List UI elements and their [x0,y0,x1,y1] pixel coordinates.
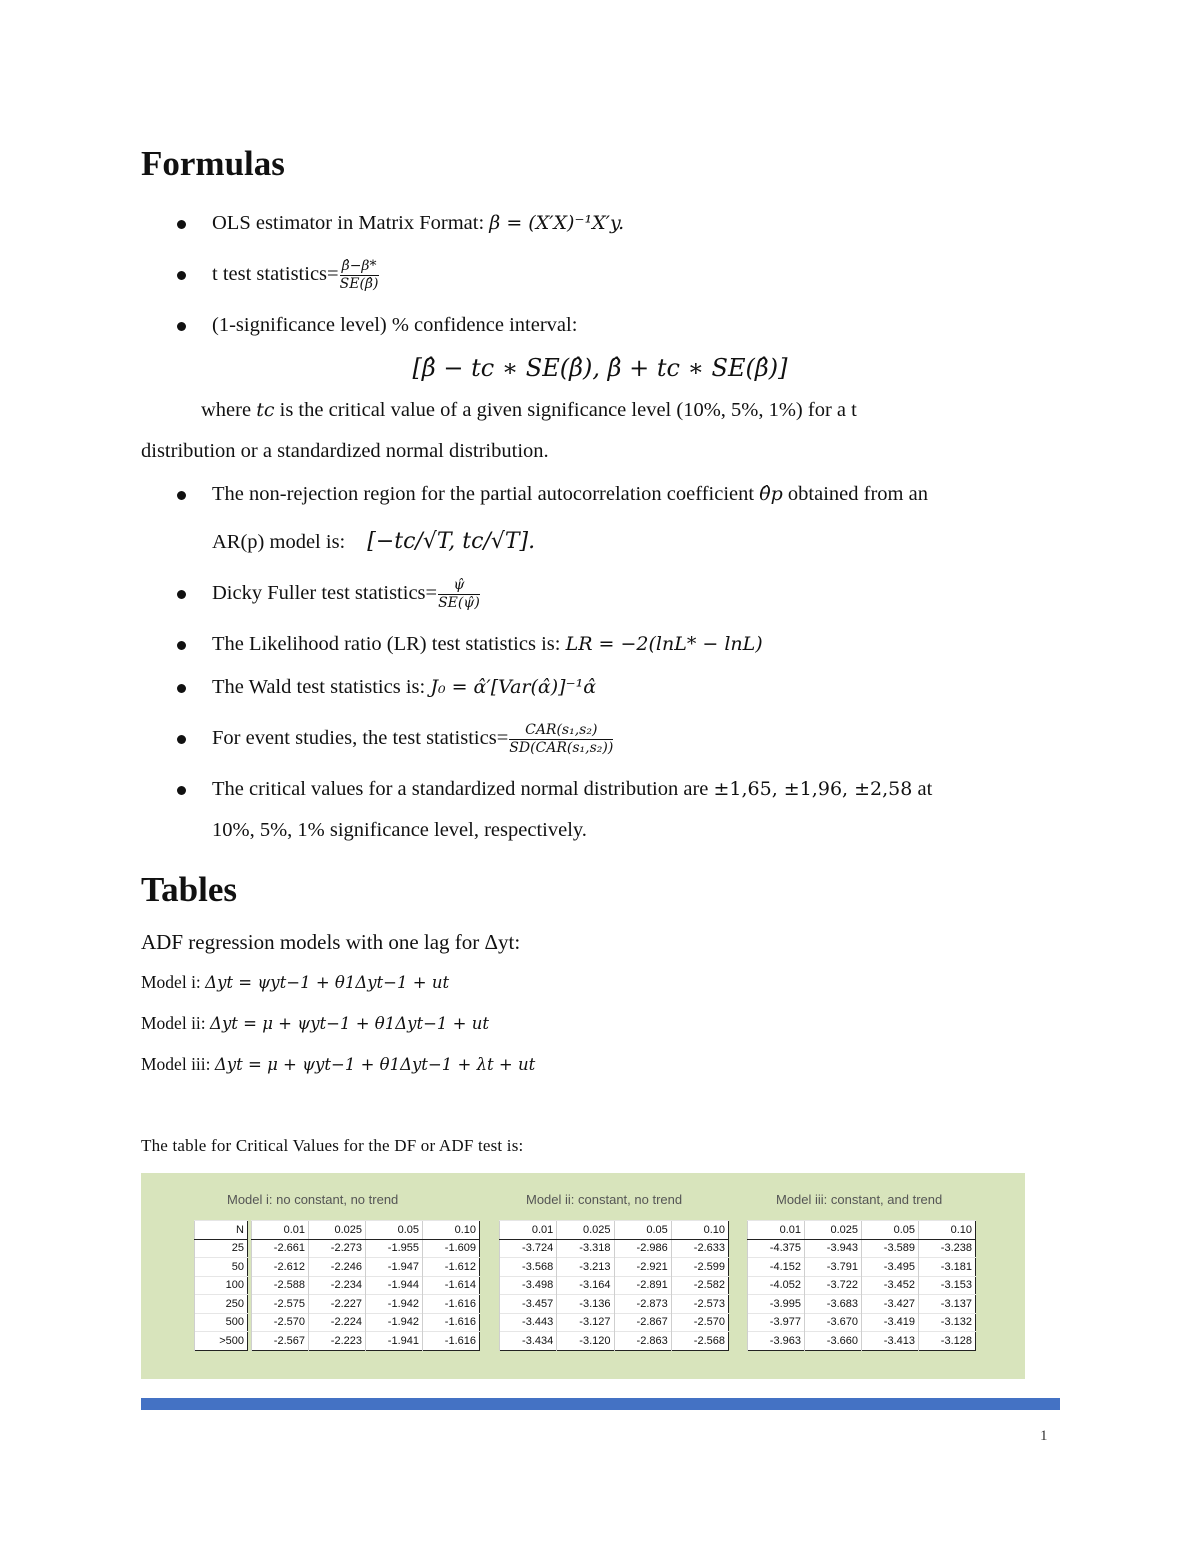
model-ii-table [499,1220,729,1351]
table-cell: -3.995 [748,1295,805,1314]
table-cell: -1.942 [366,1295,423,1314]
table-cell: -2.273 [309,1239,366,1258]
level-header-row [500,1221,729,1240]
table-cell: -2.986 [614,1239,671,1258]
crit-text-a: The critical values for a standardized normal distribution are [212,778,714,800]
table-cell: 0.025 [309,1221,366,1240]
table-row [500,1332,729,1351]
table-row [748,1332,976,1351]
table-cell: -2.224 [309,1313,366,1332]
pacf-theta: θ̂p [759,483,783,505]
model-i [141,972,449,993]
table-caption: The table for Critical Values for the DF or ADF test is: [141,1136,524,1155]
where-text-a: where [201,399,257,421]
table-cell: -1.616 [423,1332,480,1351]
table-cell: -2.599 [671,1258,728,1277]
event-label: For event studies, the test statistics= [212,727,509,749]
table-cell: -3.127 [557,1313,614,1332]
model-iii-table-title: Model iii: constant, and trend [776,1192,943,1207]
crit-text-b: at [912,778,933,800]
table-cell: -1.955 [366,1239,423,1258]
t-stat-fraction [340,259,379,291]
table-cell: -3.452 [862,1276,919,1295]
table-cell: -3.568 [500,1258,557,1277]
table-cell: -3.318 [557,1239,614,1258]
table-cell: -1.941 [366,1332,423,1351]
table-row [252,1239,480,1258]
table-cell: 0.05 [862,1221,919,1240]
table-cell: -4.052 [748,1276,805,1295]
table-row [500,1239,729,1258]
table-cell: 50 [195,1258,248,1277]
event-denominator: SD(CAR(s₁,s₂)) [509,739,614,756]
table-cell: -3.427 [862,1295,919,1314]
level-header-row [748,1221,976,1240]
n-header-row [195,1221,248,1240]
model-i-equation: Δyt = ψyt−1 + θ1Δyt−1 + ut [205,973,450,992]
table-cell: -1.616 [423,1295,480,1314]
footer-bar [141,1398,1060,1410]
n-row [195,1258,248,1277]
table-cell: -2.570 [252,1313,309,1332]
model-ii-equation: Δyt = μ + ψyt−1 + θ1Δyt−1 + ut [210,1014,489,1033]
t-stat-denominator: SE(β̂) [339,275,379,292]
ols-item [141,203,1041,244]
df-fraction [438,578,480,610]
table-cell: -3.238 [919,1239,976,1258]
table-cell: -2.223 [309,1332,366,1351]
tables-heading: Tables [141,870,237,909]
df-label: Dicky Fuller test statistics= [212,582,438,604]
table-cell: 0.10 [671,1221,728,1240]
model-iii-table [747,1220,976,1351]
model-ii-table-title: Model ii: constant, no trend [526,1192,683,1207]
ci-label: (1-significance level) % confidence interval: [212,314,578,336]
table-row [252,1313,480,1332]
table-cell: 0.01 [748,1221,805,1240]
pacf-item [141,474,1041,515]
model-iii-label: Model iii: [141,1054,215,1074]
table-cell: -2.863 [614,1332,671,1351]
n-column-table [194,1220,248,1351]
table-cell: -3.495 [862,1258,919,1277]
model-iii-equation: Δyt = μ + ψyt−1 + θ1Δyt−1 + λt + ut [214,1055,536,1074]
table-cell: -3.443 [500,1313,557,1332]
wald-item [141,667,1041,708]
model-ii [141,1013,489,1034]
table-cell: -3.683 [805,1295,862,1314]
table-cell: 500 [195,1313,248,1332]
table-cell: -3.137 [919,1295,976,1314]
df-numerator: ψ̂ [438,578,480,595]
table-cell: 100 [195,1276,248,1295]
table-row [748,1295,976,1314]
formula-list [141,198,1041,851]
table-cell: -3.977 [748,1313,805,1332]
table-cell: -3.791 [805,1258,862,1277]
table-cell: -2.612 [252,1258,309,1277]
table-row [748,1239,976,1258]
table-cell: 0.025 [557,1221,614,1240]
table-cell: -3.132 [919,1313,976,1332]
table-cell: 0.05 [614,1221,671,1240]
table-cell: -3.128 [919,1332,976,1351]
table-cell: -4.152 [748,1258,805,1277]
wald-label: The Wald test statistics is: [212,676,431,698]
where-tc: tc [256,399,275,421]
table-cell: -2.570 [671,1313,728,1332]
table-cell: N [195,1221,248,1240]
ols-formula: β = (X′X)⁻¹X′y. [489,212,625,234]
df-denominator: SE(ψ̂) [438,594,480,611]
table-row [500,1276,729,1295]
table-cell: -2.921 [614,1258,671,1277]
model-i-table [251,1220,480,1351]
n-row [195,1332,248,1351]
table-cell: -2.582 [671,1276,728,1295]
table-cell: -3.457 [500,1295,557,1314]
table-cell: -2.661 [252,1239,309,1258]
table-cell: -2.873 [614,1295,671,1314]
table-cell: -3.660 [805,1332,862,1351]
level-header-row [252,1221,480,1240]
table-row [748,1313,976,1332]
confidence-interval-item [141,305,1041,346]
dickey-fuller-item [141,573,1041,614]
table-cell: -3.963 [748,1332,805,1351]
ols-label: OLS estimator in Matrix Format: [212,212,490,234]
lr-item [141,624,1041,665]
table-row [500,1295,729,1314]
table-cell: -3.413 [862,1332,919,1351]
table-row [252,1295,480,1314]
n-row [195,1239,248,1258]
table-cell: -2.633 [671,1239,728,1258]
table-row [748,1258,976,1277]
t-stat-label: t test statistics= [212,263,339,285]
model-iii [141,1054,535,1075]
table-cell: 0.01 [500,1221,557,1240]
critical-values-item [141,769,1041,810]
table-row [252,1258,480,1277]
table-cell: -3.722 [805,1276,862,1295]
crit-values: ±1,65, ±1,96, ±2,58 [713,778,913,800]
table-cell: -3.164 [557,1276,614,1295]
table-cell: -3.419 [862,1313,919,1332]
ci-formula: [β̂ − tc ∗ SE(β̂), β̂ + tc ∗ SE(β̂)] [412,354,788,382]
table-cell: 0.10 [423,1221,480,1240]
pacf-text-c: AR(p) model is: [212,531,346,553]
where-continuation: distribution or a standardized normal distribution. [141,440,549,462]
wald-formula: J₀ = α̂′[Var(α̂)]⁻¹α̂ [430,676,597,698]
adf-title: ADF regression models with one lag for Δyt: [141,930,521,954]
table-cell: -1.609 [423,1239,480,1258]
table-cell: -2.575 [252,1295,309,1314]
table-cell: -3.498 [500,1276,557,1295]
n-row [195,1313,248,1332]
pacf-text-a: The non-rejection region for the partial autocorrelation coefficient [212,483,760,505]
table-cell: -2.234 [309,1276,366,1295]
t-stat-item [141,254,1041,295]
event-numerator: CAR(s₁,s₂) [509,723,613,740]
table-cell: -2.891 [614,1276,671,1295]
table-cell: 0.01 [252,1221,309,1240]
table-cell: -3.670 [805,1313,862,1332]
where-line [141,390,1041,431]
where-text-b: is the critical value of a given significance level (10%, 5%, 1%) for a t [274,399,857,421]
critical-values-table-image [141,1173,1025,1379]
table-cell: >500 [195,1332,248,1351]
table-cell: -1.614 [423,1276,480,1295]
lr-formula: LR = −2(lnL* − lnL) [565,633,763,655]
table-cell: -1.612 [423,1258,480,1277]
table-cell: -4.375 [748,1239,805,1258]
table-cell: -3.181 [919,1258,976,1277]
table-cell: -3.589 [862,1239,919,1258]
formulas-heading: Formulas [141,144,285,183]
table-row [252,1332,480,1351]
table-cell: 0.025 [805,1221,862,1240]
event-fraction [509,723,613,755]
table-cell: -1.947 [366,1258,423,1277]
table-cell: -3.120 [557,1332,614,1351]
table-cell: -3.434 [500,1332,557,1351]
table-cell: -1.942 [366,1313,423,1332]
table-cell: -3.943 [805,1239,862,1258]
table-cell: -2.227 [309,1295,366,1314]
table-row [748,1276,976,1295]
n-row [195,1276,248,1295]
table-row [252,1276,480,1295]
model-i-table-title: Model i: no constant, no trend [227,1192,399,1207]
event-study-item [141,718,1041,759]
table-cell: 250 [195,1295,248,1314]
table-cell: -2.867 [614,1313,671,1332]
table-cell: -3.136 [557,1295,614,1314]
table-row [500,1313,729,1332]
table-cell: -3.724 [500,1239,557,1258]
pacf-text-b: obtained from an [782,483,928,505]
pacf-continuation [141,521,1041,563]
table-cell: -1.616 [423,1313,480,1332]
n-row [195,1295,248,1314]
table-cell: -2.588 [252,1276,309,1295]
t-stat-numerator: β̂−β* [341,258,377,275]
table-cell: -3.153 [919,1276,976,1295]
table-cell: -2.567 [252,1332,309,1351]
lr-label: The Likelihood ratio (LR) test statistics is: [212,633,566,655]
table-cell: -2.568 [671,1332,728,1351]
critical-values-continuation: 10%, 5%, 1% significance level, respectively. [212,819,587,841]
table-cell: -1.944 [366,1276,423,1295]
table-cell: -3.213 [557,1258,614,1277]
pacf-interval: [−tc/√T, tc/√T]. [367,529,536,554]
model-i-label: Model i: [141,972,206,992]
table-cell: 0.05 [366,1221,423,1240]
model-ii-label: Model ii: [141,1013,211,1033]
table-cell: -2.246 [309,1258,366,1277]
table-cell: -2.573 [671,1295,728,1314]
page-number: 1 [1040,1428,1048,1444]
table-row [500,1258,729,1277]
table-cell: 25 [195,1239,248,1258]
table-cell: 0.10 [919,1221,976,1240]
